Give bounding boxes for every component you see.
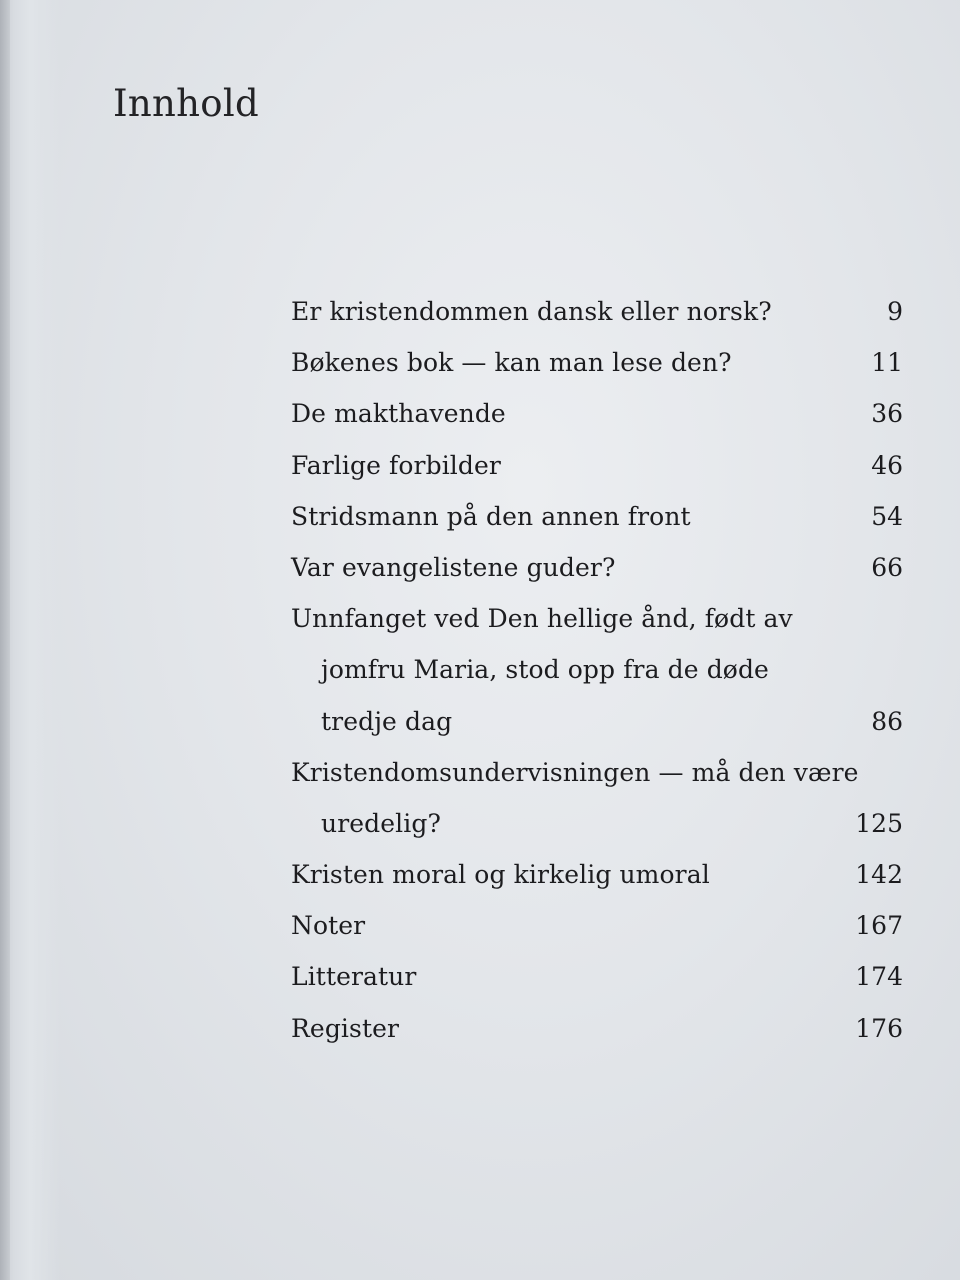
- toc-entry-page-number: 11: [871, 348, 903, 378]
- toc-entry: [291, 1003, 903, 1054]
- toc-entry-title-line: Er kristendommen dansk eller norsk?: [291, 297, 772, 326]
- toc-entry: [291, 593, 903, 747]
- toc-entry-page-number: 142: [855, 860, 903, 890]
- toc-entry-title-line: Unnfanget ved Den hellige ånd, født av: [291, 604, 793, 634]
- toc-entry-title-line: Register: [291, 1013, 400, 1043]
- toc-entry-title-line: uredelig?: [321, 808, 441, 838]
- toc-entry-title-line: De makthavende: [291, 399, 506, 429]
- toc-entry: [291, 440, 903, 491]
- toc-entry: [291, 542, 903, 593]
- toc-entry-title-line: Bøkenes bok — kan man lese den?: [291, 348, 732, 378]
- toc-entry-page-number: 125: [855, 808, 903, 838]
- toc-entry: [291, 491, 903, 542]
- toc-entry: [291, 849, 903, 900]
- toc-entry-title-line: tredje dag: [321, 706, 453, 736]
- toc-entry-page-number: 66: [871, 552, 903, 582]
- page-edge: [0, 0, 10, 1280]
- toc-entry: [291, 286, 903, 337]
- toc-entry-page-number: 36: [871, 399, 903, 429]
- toc-entry-title-line: Var evangelistene guder?: [291, 552, 616, 582]
- toc-entry: [291, 951, 903, 1002]
- toc-entry-page-number: 176: [855, 1013, 903, 1043]
- toc-entry-page-number: 167: [855, 911, 903, 941]
- toc-entry-title-line: Litteratur: [291, 962, 417, 992]
- toc-entry-title-line: Kristen moral og kirkelig umoral: [291, 860, 710, 890]
- toc-entry-page-number: 174: [855, 962, 903, 992]
- table-of-contents: [291, 286, 903, 1054]
- toc-entry: [291, 747, 903, 849]
- toc-entry-title-line: Stridsmann på den annen front: [291, 501, 691, 531]
- page-title: Innhold: [113, 82, 259, 125]
- toc-entry-page-number: 9: [887, 297, 903, 326]
- toc-entry-page-number: 86: [871, 706, 903, 736]
- toc-entry-title-line: Kristendomsundervisningen — må den være: [291, 757, 859, 787]
- toc-entry-title-line: Noter: [291, 911, 366, 941]
- toc-entry: [291, 900, 903, 951]
- toc-entry-page-number: 54: [871, 501, 903, 531]
- toc-entry-title-line: Farlige forbilder: [291, 450, 501, 480]
- toc-entry: [291, 337, 903, 388]
- toc-entry: [291, 388, 903, 439]
- toc-entry-title-line: jomfru Maria, stod opp fra de døde: [321, 655, 769, 685]
- toc-entry-page-number: 46: [871, 450, 903, 480]
